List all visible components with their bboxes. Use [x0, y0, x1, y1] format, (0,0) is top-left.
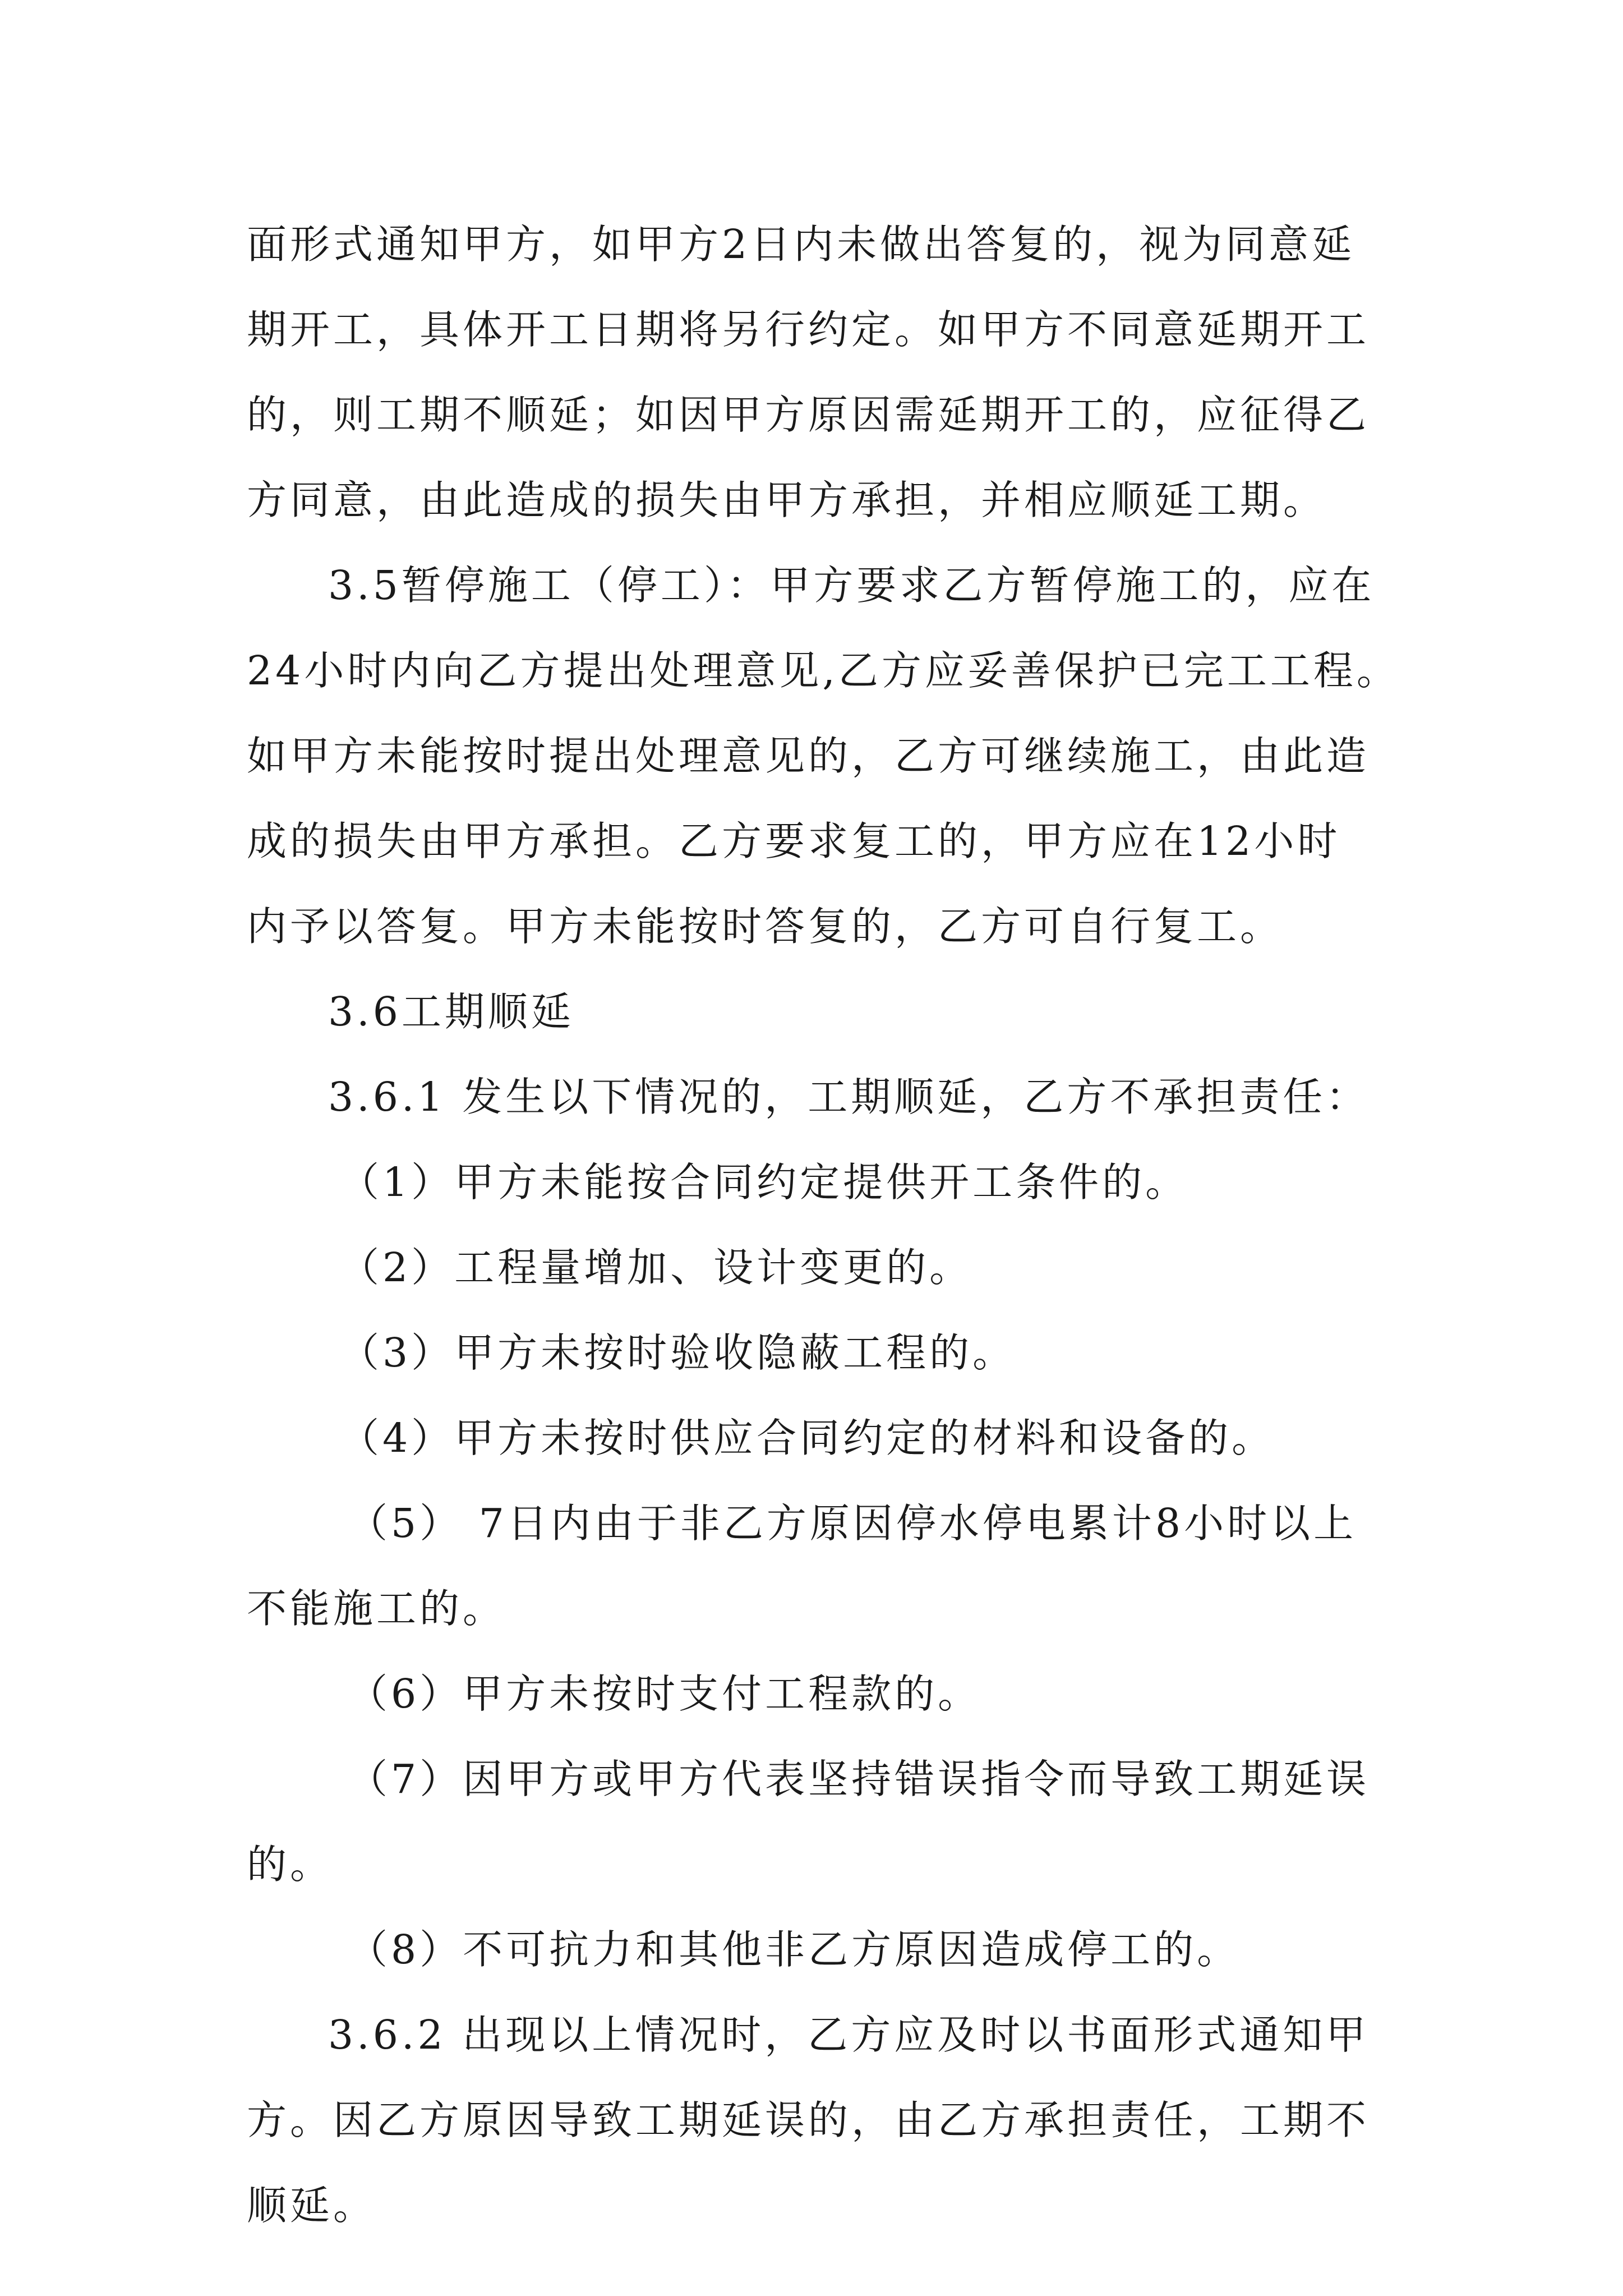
text-line: 如甲方未能按时提出处理意见的，乙方可继续施工，由此造 [247, 733, 1370, 779]
text-line: 顺延。 [247, 2182, 377, 2229]
section-3-5-heading: 3.5暂停施工（停工）：甲方要求乙方暂停施工的，应在 [328, 562, 1375, 609]
clause-3-6-1: 3.6.1 发生以下情况的，工期顺延，乙方不承担责任： [328, 1074, 1370, 1120]
list-item: （7）因甲方或甲方代表坚持错误指令而导致工期延误 [348, 1756, 1370, 1802]
list-item: （4）甲方未按时供应合同约定的材料和设备的。 [339, 1415, 1275, 1461]
text-line: 成的损失由甲方承担。乙方要求复工的，甲方应在12小时 [247, 818, 1341, 864]
text-line: 内予以答复。甲方未能按时答复的，乙方可自行复工。 [247, 903, 1284, 950]
list-item: （3）甲方未按时验收隐蔽工程的。 [339, 1329, 1016, 1376]
list-item: （8）不可抗力和其他非乙方原因造成停工的。 [348, 1926, 1241, 1973]
list-item: （2）工程量增加、设计变更的。 [339, 1244, 973, 1291]
section-3-6-heading: 3.6工期顺延 [328, 988, 574, 1035]
text-line: 方同意，由此造成的损失由甲方承担，并相应顺延工期。 [247, 477, 1327, 523]
list-item: （5） 7日内由于非乙方原因停水停电累计8小时以上 [348, 1500, 1357, 1547]
text-line: 不能施工的。 [247, 1585, 506, 1632]
text-line: 期开工，具体开工日期将另行约定。如甲方不同意延期开工 [247, 306, 1370, 353]
text-line: 面形式通知甲方，如甲方2日内未做出答复的，视为同意延 [247, 221, 1355, 268]
list-item: （1）甲方未能按合同约定提供开工条件的。 [339, 1159, 1189, 1205]
clause-3-6-2: 3.6.2 出现以上情况时，乙方应及时以书面形式通知甲 [328, 2012, 1370, 2058]
list-item: （6）甲方未按时支付工程款的。 [348, 1671, 981, 1717]
text-line: 24小时内向乙方提出处理意见,乙方应妥善保护已完工工程。 [247, 647, 1400, 694]
text-line: 的，则工期不顺延；如因甲方原因需延期开工的，应征得乙 [247, 392, 1370, 438]
text-line: 的。 [247, 1841, 334, 1888]
text-line: 方。因乙方原因导致工期延误的，由乙方承担责任，工期不 [247, 2097, 1370, 2143]
